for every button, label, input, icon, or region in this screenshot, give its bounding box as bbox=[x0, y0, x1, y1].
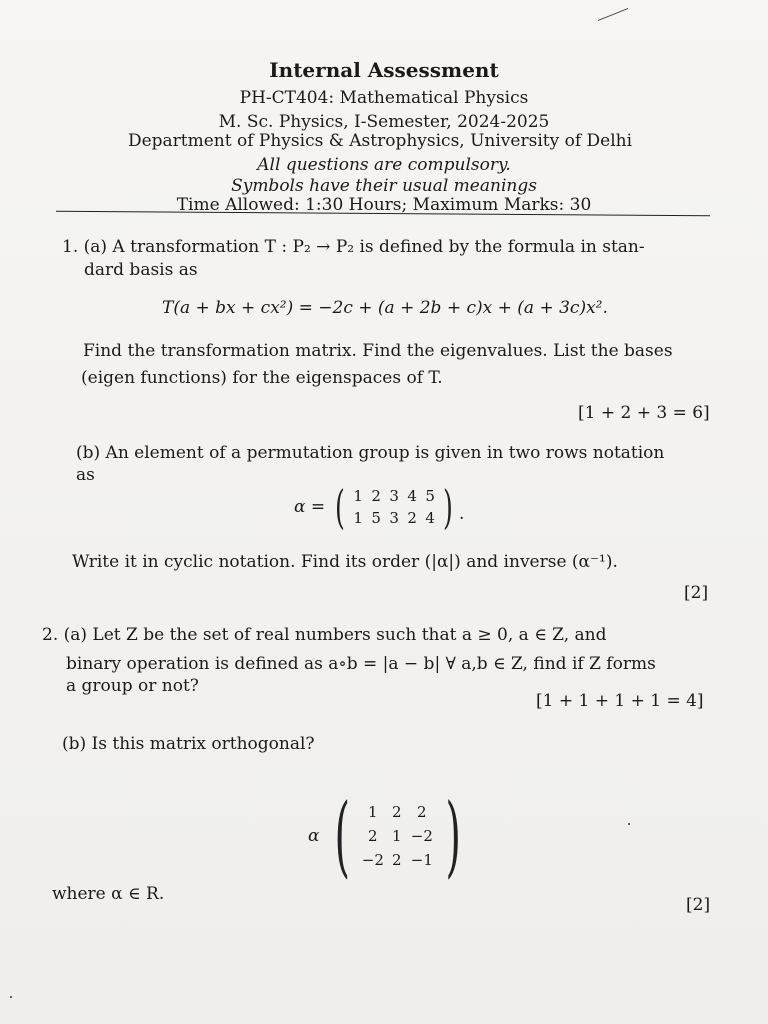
instruction-compulsory: All questions are compulsory. bbox=[257, 155, 511, 175]
speck bbox=[628, 823, 630, 825]
permutation-entries bbox=[349, 487, 439, 527]
pen-stroke-mark bbox=[598, 0, 628, 21]
permutation-entry-r1c3: 3 bbox=[389, 487, 399, 505]
permutation-matrix bbox=[294, 480, 464, 534]
matrix-entry-r3c1: −2 bbox=[361, 850, 384, 869]
matrix-entry-r2c2: 1 bbox=[392, 826, 402, 845]
orthogonal-entries bbox=[360, 803, 436, 869]
permutation-entry-r1c4: 4 bbox=[407, 487, 417, 505]
left-paren: ( bbox=[335, 480, 346, 534]
department-line: Department of Physics & Astrophysics, University of Delhi bbox=[127, 131, 633, 151]
exam-title: Internal Assessment bbox=[269, 58, 499, 82]
q1a-line2: dard basis as bbox=[84, 260, 198, 280]
permutation-entry-r2c2: 5 bbox=[371, 509, 381, 527]
q1a-equation: T(a + bx + cx²) = −2c + (a + 2b + c)x + (a + 3c)x². bbox=[162, 298, 608, 318]
q1a-marks: [1 + 2 + 3 = 6] bbox=[578, 403, 710, 423]
q1b-line1: (b) An element of a permutation group is given in two rows notation bbox=[76, 443, 665, 463]
permutation-entry-r2c5: 4 bbox=[425, 509, 435, 527]
right-paren: ) bbox=[445, 784, 461, 887]
permutation-entry-r1c2: 2 bbox=[371, 487, 381, 505]
right-paren: ) bbox=[443, 480, 454, 534]
permutation-entry-r2c4: 2 bbox=[407, 509, 417, 527]
matrix-entry-r3c2: 2 bbox=[392, 850, 402, 869]
permutation-entry-r2c3: 3 bbox=[389, 509, 399, 527]
q1a-line4: (eigen functions) for the eigenspaces of T. bbox=[81, 368, 443, 388]
time-marks-line: Time Allowed: 1:30 Hours; Maximum Marks: 30 bbox=[176, 195, 592, 215]
semester-line: M. Sc. Physics, I-Semester, 2024-2025 bbox=[218, 112, 550, 132]
q2a-line3: a group or not? bbox=[66, 676, 199, 696]
q2b-marks: [2] bbox=[686, 895, 711, 915]
orthogonal-lhs: α bbox=[308, 825, 320, 846]
permutation-entry-r1c1: 1 bbox=[353, 487, 363, 505]
permutation-lhs: α = bbox=[294, 497, 326, 517]
q2a-line2: binary operation is defined as a∘b = |a − b| ∀ a,b ∈ Z, find if Z forms bbox=[66, 654, 656, 674]
permutation-period: . bbox=[459, 504, 465, 524]
matrix-entry-r1c2: 2 bbox=[392, 802, 402, 821]
q2b-line1: (b) Is this matrix orthogonal? bbox=[62, 734, 315, 754]
q1b-marks: [2] bbox=[684, 583, 709, 603]
speck bbox=[10, 996, 12, 998]
q1b-line3: Write it in cyclic notation. Find its order (|α|) and inverse (α⁻¹). bbox=[72, 552, 618, 572]
q1b-line2: as bbox=[76, 465, 95, 485]
q2a-marks: [1 + 1 + 1 + 1 = 4] bbox=[536, 691, 704, 711]
matrix-entry-r2c3: −2 bbox=[410, 826, 433, 845]
instruction-symbols: Symbols have their usual meanings bbox=[231, 176, 537, 196]
matrix-entry-r3c3: −1 bbox=[410, 850, 433, 869]
course-code: PH-CT404: Mathematical Physics bbox=[239, 88, 529, 108]
q2a-line1: 2. (a) Let Z be the set of real numbers such that a ≥ 0, a ∈ Z, and bbox=[42, 625, 607, 645]
permutation-entry-r2c1: 1 bbox=[353, 509, 363, 527]
q2b-line2: where α ∈ R. bbox=[52, 884, 165, 904]
orthogonal-matrix bbox=[308, 784, 470, 887]
matrix-entry-r1c3: 2 bbox=[417, 802, 427, 821]
permutation-entry-r1c5: 5 bbox=[425, 487, 435, 505]
matrix-entry-r1c1: 1 bbox=[368, 802, 378, 821]
q1a-line1: 1. (a) A transformation T : P₂ → P₂ is defined by the formula in stan- bbox=[62, 237, 645, 257]
matrix-entry-r2c1: 2 bbox=[368, 826, 378, 845]
left-paren: ( bbox=[334, 784, 351, 887]
q1a-line3: Find the transformation matrix. Find the eigenvalues. List the bases bbox=[83, 341, 673, 361]
